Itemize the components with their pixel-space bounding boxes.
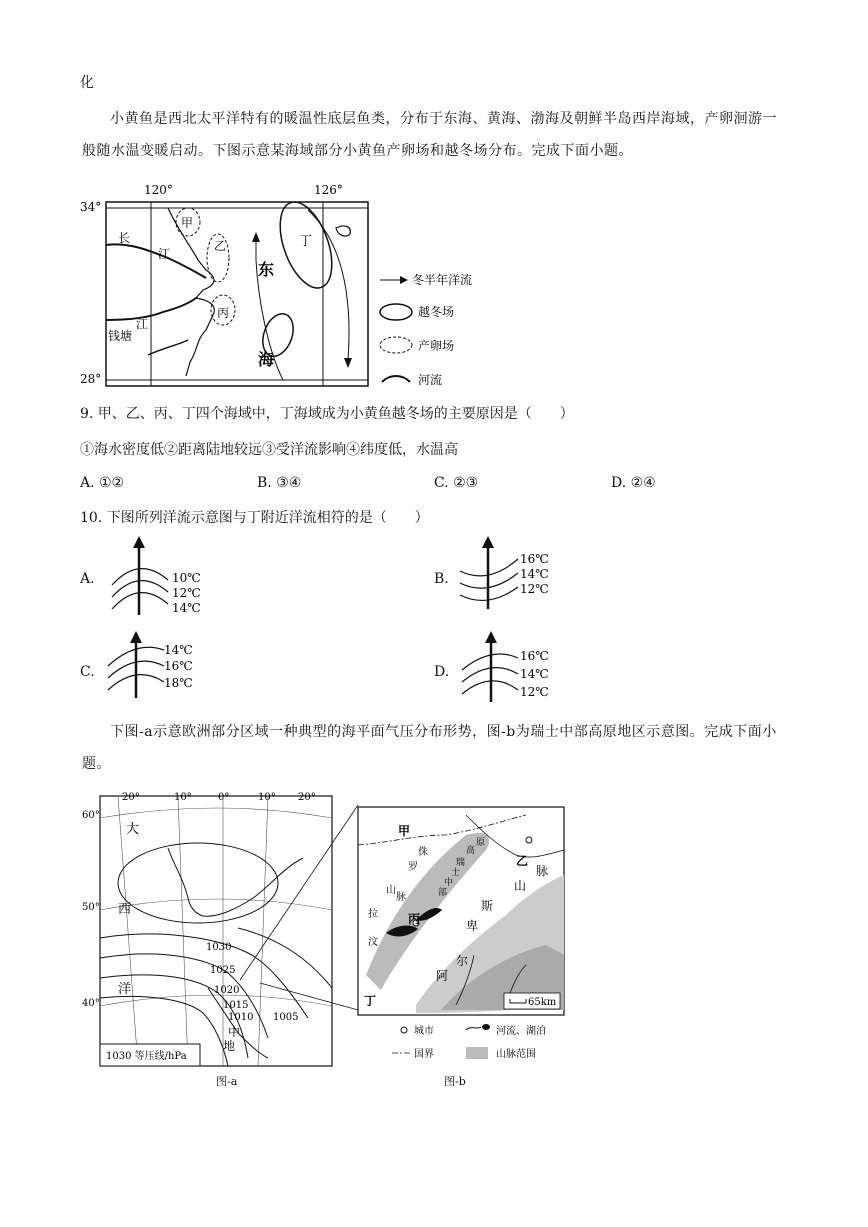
fig-b-range-2: 罗 <box>408 862 418 873</box>
intro-paragraph-1: 小黄鱼是西北太平洋特有的暖温性底层鱼类，分布于东海、黄海、渤海及朝鲜半岛西岸海域，产卵洄游一般随水温变暖启动。下图示意某海域部分小黄鱼产卵场和越冬场分布。完成下面小题。 <box>82 111 777 159</box>
fig-b-range-4: 脉 <box>396 892 406 903</box>
map1-legend-winter: 越冬场 <box>418 305 455 319</box>
fig-a-word-yang: 洋 <box>118 982 132 997</box>
fig-a-legend: 1030 等压线/hPa <box>106 1051 187 1062</box>
q10-d-temp-3: 12℃ <box>520 685 549 699</box>
fig-b-label-jia: 甲 <box>398 824 411 838</box>
fig-b-range-6: 士 <box>451 868 461 878</box>
fig-b-range-16: 脉 <box>536 864 549 878</box>
fig-b-range-13: 卑 <box>466 919 479 933</box>
fig-a-isobar-1020: 1020 <box>214 985 240 996</box>
fig-b-legend-river: 河流、湖泊 <box>496 1026 546 1037</box>
q10-option-d-label[interactable]: D. <box>434 664 450 680</box>
q9-option-d[interactable]: D. ②④ <box>611 475 656 491</box>
q10-b-temp-2: 14℃ <box>520 567 549 581</box>
fig-a-lon-5: 20° <box>298 792 316 803</box>
map1-lat-bottom: 28° <box>80 372 102 386</box>
fig-b-legend-border: 国界 <box>414 1049 434 1060</box>
fig-a-isobar-1015: 1015 <box>223 1000 249 1011</box>
map1-label-hai: 海 <box>258 350 275 369</box>
map1-label-jia: 甲 <box>181 216 194 230</box>
fig-b-range-11: 阿 <box>436 969 449 983</box>
q10-option-c-label[interactable]: C. <box>80 664 95 680</box>
fig-a-lon-3: 0° <box>218 792 230 803</box>
q10-option-a-label[interactable]: A. <box>80 571 95 587</box>
fig-b-range-9: 高 <box>466 846 476 856</box>
map1-legend-spawn: 产卵场 <box>418 339 455 353</box>
q10-c-temp-1: 14℃ <box>164 643 193 657</box>
figure-zoom-lines <box>230 805 370 1015</box>
fig-a-isobar-1010: 1010 <box>228 1012 254 1023</box>
fig-b-caption: 图-b <box>444 1075 466 1088</box>
fig-b-range-14: 斯 <box>481 899 494 913</box>
fig-a-word-zhong: 中 <box>228 1025 241 1039</box>
map1-label-dong: 东 <box>258 260 275 279</box>
q10-a-temp-2: 12℃ <box>172 586 201 600</box>
q10-a-temp-1: 10℃ <box>172 571 201 585</box>
map1-label-jiang: 江 <box>158 247 171 261</box>
fig-b-range-18: 汶 <box>368 937 378 948</box>
q10-d-temp-1: 16℃ <box>520 649 549 663</box>
fig-b-scale: 65km <box>528 997 557 1008</box>
q9-option-c[interactable]: C. ②③ <box>434 475 479 491</box>
q10-option-d-diagram[interactable] <box>456 630 566 704</box>
fig-b-legend-mountain: 山脉范围 <box>496 1049 536 1060</box>
fig-b-label-ding: 丁 <box>364 994 377 1008</box>
map1-lon-left: 120° <box>144 183 173 197</box>
fig-b-range-1: 侏 <box>418 847 428 858</box>
q9-option-b[interactable]: B. ③④ <box>257 475 302 491</box>
map1-label-jiang2: 江 <box>136 317 149 331</box>
q9-option-a[interactable]: A. ①② <box>80 475 125 491</box>
fig-a-lon-1: 20° <box>122 792 140 803</box>
q10-c-temp-2: 16℃ <box>164 659 193 673</box>
fig-b-range-17: 拉 <box>368 909 378 920</box>
fig-b-range-8: 部 <box>438 888 448 898</box>
map1-label-ding: 丁 <box>299 234 313 249</box>
map1-legend-river: 河流 <box>418 373 443 387</box>
fig-a-lat-1: 60° <box>82 810 100 821</box>
fig-a-word-xi: 西 <box>118 902 132 917</box>
map1-lat-top: 34° <box>80 200 102 214</box>
fig-a-word-da: 大 <box>126 822 140 837</box>
map1-label-bing: 丙 <box>217 306 230 320</box>
fig-b-range-5: 瑞 <box>456 858 466 868</box>
map1-legend-current: 冬半年洋流 <box>412 273 473 287</box>
fig-b-range-12: 尔 <box>456 954 469 968</box>
fig-b-range-10: 原 <box>476 838 486 848</box>
fig-a-lat-3: 40° <box>82 998 100 1009</box>
fig-a-isobar-1030: 1030 <box>206 942 232 953</box>
map1-label-qiantang: 钱塘 <box>108 329 133 343</box>
fig-b-label-bing: 丙 <box>408 912 421 926</box>
q10-b-temp-1: 16℃ <box>520 552 549 566</box>
map1-lon-right: 126° <box>314 183 343 197</box>
figure-b-swiss-plateau-map <box>356 805 568 1075</box>
q9-stem: 9. 甲、乙、丙、丁四个海域中，丁海域成为小黄鱼越冬场的主要原因是（ ） <box>80 406 574 422</box>
fig-a-word-di: 地 <box>223 1039 236 1053</box>
fig-a-lat-2: 50° <box>82 902 100 913</box>
fig-b-range-15: 山 <box>514 879 527 893</box>
fig-a-lon-2: 10° <box>174 792 192 803</box>
map1-label-yi: 乙 <box>214 239 227 253</box>
q10-c-temp-3: 18℃ <box>164 676 193 690</box>
fish-distribution-map <box>78 180 498 392</box>
top-continuation-char: 化 <box>80 75 94 91</box>
fig-a-lon-4: 10° <box>258 792 276 803</box>
q10-d-temp-2: 14℃ <box>520 667 549 681</box>
map1-label-chang: 长 <box>118 231 131 245</box>
q10-b-temp-3: 12℃ <box>520 582 549 596</box>
q10-stem: 10. 下图所列洋流示意图与丁附近洋流相符的是（ ） <box>80 510 429 526</box>
fig-a-isobar-1005: 1005 <box>273 1012 299 1023</box>
q10-a-temp-3: 14℃ <box>172 601 201 615</box>
fig-b-range-7: 中 <box>444 878 454 888</box>
fig-b-range-3: 山 <box>386 885 396 896</box>
q10-option-b-diagram[interactable] <box>456 535 566 611</box>
q10-option-b-label[interactable]: B. <box>434 571 449 587</box>
fig-a-caption: 图-a <box>216 1075 238 1088</box>
fig-a-isobar-1025: 1025 <box>210 965 236 976</box>
fig-b-label-yi: 乙 <box>516 854 529 868</box>
q10-option-c-diagram[interactable] <box>104 630 214 700</box>
q10-option-a-diagram[interactable] <box>104 535 214 617</box>
intro-paragraph-2: 下图-a示意欧洲部分区域一种典型的海平面气压分布形势，图-b为瑞士中部高原地区示意图。完成下面小题。 <box>82 724 777 772</box>
q9-items: ①海水密度低②距离陆地较远③受洋流影响④纬度低，水温高 <box>80 442 458 458</box>
fig-b-legend-city: 城市 <box>414 1026 434 1037</box>
